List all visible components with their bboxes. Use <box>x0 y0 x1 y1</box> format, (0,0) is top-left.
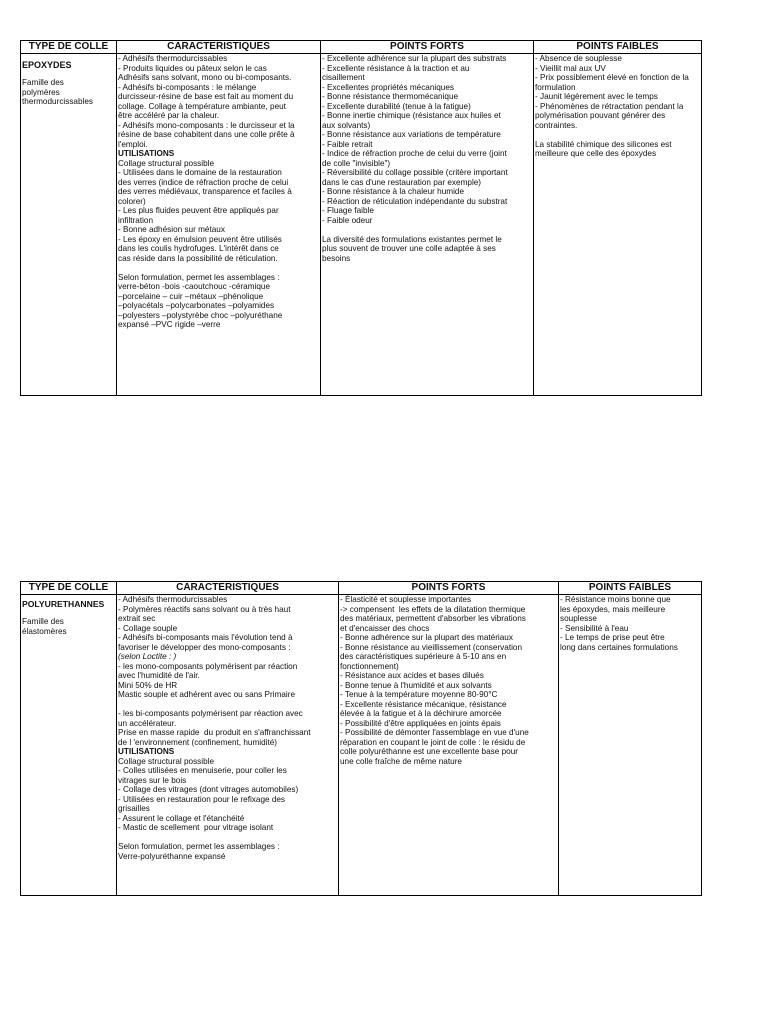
caracteristiques-text: - Adhésifs thermodurcissables - Produits liquides ou pâteux selon le cas Adhésifs sans solvant, mono ou bi-composants. - Adhésifs bi-composants : le mélange durcisseur-résine de base est fait au moment du collage. Collage à température ambiante, peut être accéléré par la chaleur. - Adhésifs mono-composants : le durcisseur et la résine de base cohabitent dans une colle prête à l'emploi. <box>118 54 295 149</box>
polyurethannes-table <box>20 581 702 896</box>
utilisations-heading: UTILISATIONS <box>118 149 175 158</box>
type-cell <box>21 54 117 396</box>
selon-loctite-note: (selon Loctite : ) <box>118 652 177 661</box>
glue-type-name: POLYURETHANNES <box>22 599 105 609</box>
epoxydes-table <box>20 40 702 396</box>
glue-type-name: EPOXYDES <box>22 60 72 70</box>
caracteristiques-cell <box>117 54 321 396</box>
table-header-row <box>21 582 702 595</box>
header-points-forts: POINTS FORTS <box>339 582 559 595</box>
header-caracteristiques: CARACTERISTIQUES <box>117 582 339 595</box>
header-type-de-colle: TYPE DE COLLE <box>21 41 117 54</box>
points-forts-cell <box>339 595 559 896</box>
header-points-faibles: POINTS FAIBLES <box>534 41 702 54</box>
type-cell <box>21 595 117 896</box>
points-forts-text: - Élasticité et souplesse importantes -> compensent les effets de la dilatation thermique des matériaux, permettent d'absorber les vibrations et d'encaisser des chocs - Bonne adhérence sur la plupart des matériaux - Bonne résistance au vieillissement (conservation des caractéristiques supérieure à 5-10 ans en fonctionnement) - Résistance aux acides et bases dilués - Bonne tenue à l'humidité et aux solvants - Tenue à la température moyenne 80-90°C - Excellente résistance mécanique, résistance élevée à la fatigue et à la déchirure amorcée - Possibilité d'être appliquées en joints épais - Possibilité de démonter l'assemblage en vue d'une réparation en coupant le joint de colle : le résidu de colle polyuréthanne est une excellente base pour une colle fraîche de même nature <box>340 595 529 766</box>
points-forts-cell <box>321 54 534 396</box>
caracteristiques-text-2: - les mono-composants polymérisent par réaction avec l'humidité de l'air. Mini 50% de HR Mastic souple et adhérent avec ou sans Primaire - les bi-composants polymérisent par réaction avec un accélérateur. Prise en masse rapide du produit en s'affranchissant de l 'environnement (confinement, humidité) <box>118 661 311 747</box>
caracteristiques-text: - Adhésifs thermodurcissables - Polymères réactifs sans solvant ou à très haut extrait sec - Collage souple - Adhésifs bi-composants mais l'évolution tend à favoriser le développer des mono-composants : <box>118 595 293 652</box>
utilisations-text: Collage structural possible - Colles utilisées en menuiserie, pour coller les vitrages sur le bois - Collage des vitrages (dont vitrages automobiles) - Utilisées en restauration pour le refixage des grisailles - Assurent le collage et l'étanchéité - Mastic de scellement pour vitrage isolant Selon formulation, permet les assemblages : Verre-polyuréthanne expansé <box>118 756 299 861</box>
table-row <box>21 595 702 896</box>
header-points-forts: POINTS FORTS <box>321 41 534 54</box>
header-caracteristiques: CARACTERISTIQUES <box>117 41 321 54</box>
points-forts-text: - Excellente adhérence sur la plupart des substrats - Excellente résistance à la traction et au cisaillement - Excellentes propriétés mécaniques - Bonne résistance thermomécanique - Excellente durabilité (tenue à la fatigue) - Bonne inertie chimique (résistance aux huiles et aux solvants) - Bonne résistance aux variations de température - Faible retrait - Indice de réfraction proche de celui du verre (joint de colle "invisible") - Réversibilité du collage possible (critère important dans le cas d'une restauration par exemple) - Bonne résistance à la chaleur humide - Réaction de réticulation indépendante du substrat - Fluage faible - Faible odeur La diversité des formulations existantes permet le plus souvent de trouver une colle adaptée à ses besoins <box>322 54 508 263</box>
points-faibles-cell <box>534 54 702 396</box>
table-row <box>21 54 702 396</box>
glue-family: Famille des élastomères <box>22 617 67 636</box>
points-faibles-text: - Absence de souplesse - Vieillit mal aux UV - Prix possiblement élevé en fonction de la formulation - Jaunit légèrement avec le temps - Phénomènes de rétractation pendant la polymérisation pouvant générer des contraintes. La stabilité chimique des silicones est meilleure que celle des époxydes <box>535 54 689 158</box>
utilisations-heading: UTILISATIONS <box>118 747 175 756</box>
points-faibles-text: - Résistance moins bonne que les époxydes, mais meilleure souplesse - Sensibilité à l'eau - Le temps de prise peut être long dans certaines formulations <box>560 595 678 652</box>
header-type-de-colle: TYPE DE COLLE <box>21 582 117 595</box>
glue-family: Famille des polymères thermodurcissables <box>22 78 93 106</box>
header-points-faibles: POINTS FAIBLES <box>559 582 702 595</box>
caracteristiques-cell <box>117 595 339 896</box>
points-faibles-cell <box>559 595 702 896</box>
table-header-row <box>21 41 702 54</box>
utilisations-text: Collage structural possible - Utilisées dans le domaine de la restauration des verres (indice de réfraction proche de celui des verres médiévaux, transparence et faciles à colorer) - Les plus fluides peuvent être appliqués par infiltration - Bonne adhésion sur métaux - Les époxy en émulsion peuvent être utilisés dans les coulis hydrofuges. L'intérêt dans ce cas réside dans la possibilité de réticulation. Selon formulation, permet les assemblages : verre-béton -bois -caoutchouc -céramique –porcelaine – cuir –métaux –phénolique –polyacétals –polycarbonates –polyamides –polyesters –polystyrèbe choc –polyuréthane expansé –PVC rigide –verre <box>118 158 292 329</box>
